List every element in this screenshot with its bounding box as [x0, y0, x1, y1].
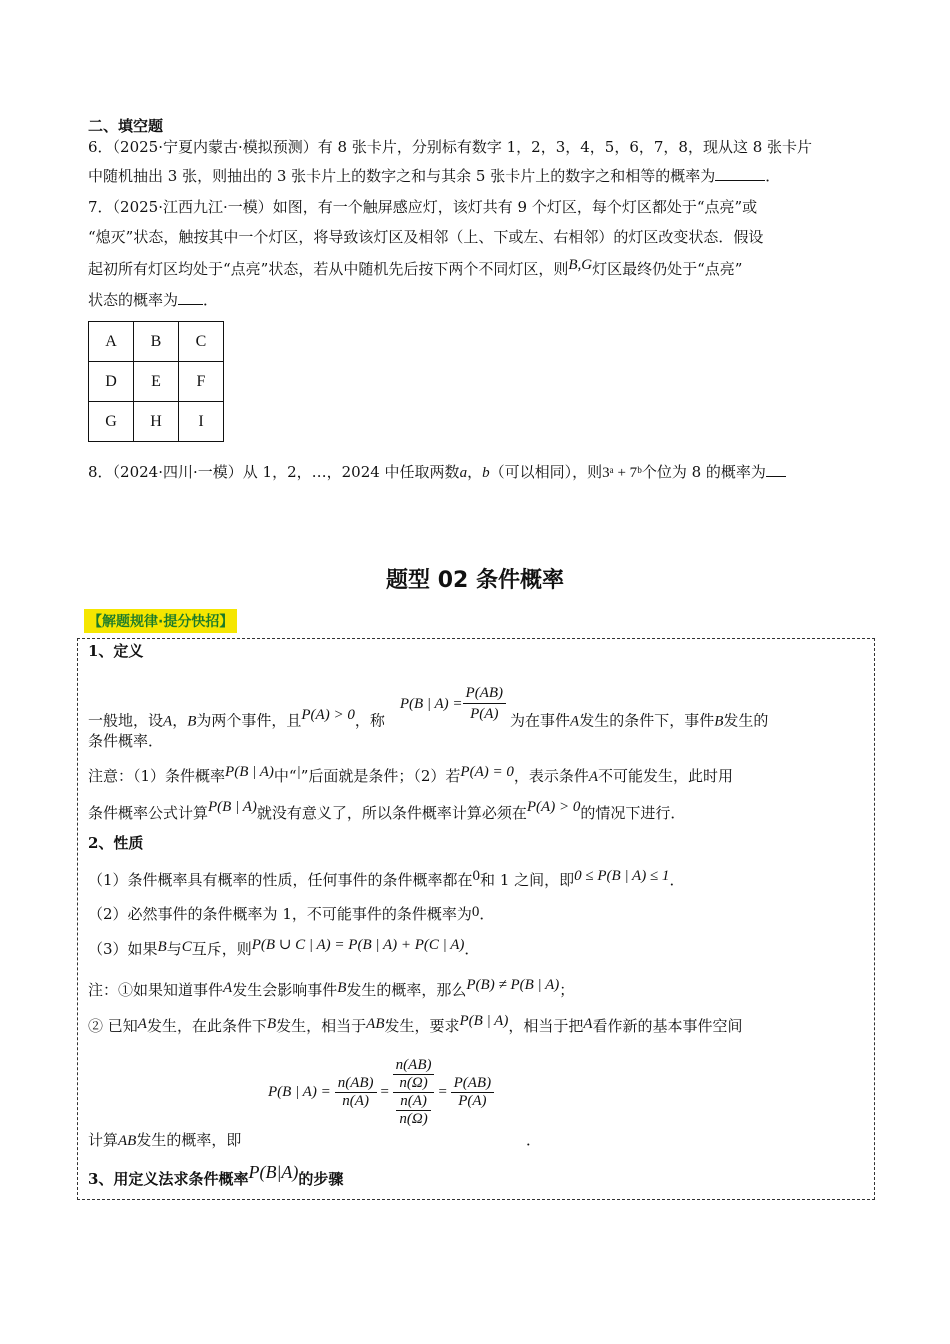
- note1-math-1: P(B | A): [225, 764, 274, 780]
- def-A: A: [163, 713, 173, 730]
- formula-frac-2: [393, 1057, 435, 1128]
- formula-eq-1: =: [379, 1083, 390, 1100]
- q7-line4: [88, 290, 218, 310]
- note2-math-2: P(A) > 0: [526, 799, 581, 815]
- conditional-formula: [268, 1044, 494, 1140]
- n2-text-b: 发生，在此条件下: [146, 1017, 267, 1035]
- note1-math-2: P(A) = 0: [460, 764, 514, 780]
- note1-line: [88, 766, 733, 787]
- definition-line: [88, 685, 769, 742]
- q8-var-a: a: [459, 465, 468, 481]
- def-text-b: 为两个事件，且: [196, 711, 302, 730]
- q7-math-bg: B,G: [568, 257, 593, 273]
- grid-row: [89, 362, 224, 402]
- q7-line3-text-a: 起初所有灯区均处于“点亮”状态，若从中随机先后按下两个不同灯区，则: [88, 260, 569, 278]
- calc-text-a: 计算: [88, 1131, 119, 1149]
- note1-text-d: ，表示条件: [513, 767, 589, 785]
- p3-B: B: [157, 939, 167, 955]
- n2-text-a: ② 已知: [88, 1017, 138, 1035]
- h3-math: P(B|A): [248, 1162, 299, 1182]
- tips-tag: 【解题规律·提分快招】: [84, 609, 237, 633]
- note2-line: [88, 799, 686, 824]
- formula-d2a: n(A): [396, 1093, 430, 1111]
- formula-frac-2a: [393, 1057, 435, 1092]
- def-B: B: [187, 713, 197, 730]
- n1-text-b: 发生会影响事件: [232, 981, 338, 999]
- p3-text-c: 互斥，则: [191, 940, 252, 958]
- property-1: [88, 870, 684, 891]
- formula-d3: P(A): [458, 1092, 487, 1109]
- grid-cell-d: D: [89, 362, 134, 402]
- def-B2: B: [714, 713, 724, 730]
- n1-B: B: [337, 980, 347, 996]
- box-heading-2: 2、性质: [88, 834, 144, 852]
- n2-text-e: ，相当于把: [508, 1017, 584, 1035]
- q8-sep: ，: [467, 463, 483, 481]
- grid-row: [89, 322, 224, 362]
- q7-line2: “熄灭”状态，触按其中一个灯区，将导致该灯区及相邻（上、下或左、右相邻）的灯区改变状态．假设: [88, 228, 764, 246]
- p3-end: ．: [464, 940, 480, 958]
- n2-B: B: [266, 1016, 277, 1032]
- calc-end: ．: [526, 1131, 542, 1149]
- def-text-e: 发生的条件下，事件: [579, 711, 715, 730]
- calc-line: [88, 1130, 241, 1151]
- n2-math: P(B | A): [459, 1013, 509, 1029]
- n1-end: ；: [559, 981, 575, 999]
- grid-row: [89, 402, 224, 442]
- grid-cell-f: F: [179, 362, 224, 402]
- def-text-d: 为在事件: [510, 711, 571, 730]
- note1-bar: |: [296, 764, 301, 780]
- def-sep: ，: [172, 711, 188, 730]
- property-2: [88, 904, 494, 925]
- formula-d1: n(A): [342, 1092, 369, 1109]
- p2-zero: 0: [471, 904, 480, 920]
- definition-line-2: 条件概率．: [88, 732, 164, 750]
- grid-cell-h: H: [134, 402, 179, 442]
- p3-C: C: [181, 939, 192, 955]
- property-3: [88, 939, 479, 960]
- note2-text-a: 条件概率公式计算: [88, 804, 209, 822]
- q6-line1: 6．（2025·宁夏内蒙古·模拟预测）有 8 张卡片，分别标有数字 1，2，3，4，5，6，7，8，现从这 8 张卡片: [88, 138, 813, 156]
- formula-frac-2-num: [393, 1057, 435, 1093]
- def-frac-den: P(A): [470, 706, 499, 722]
- note1-text-a: 注意：（1）条件概率: [88, 767, 226, 785]
- p2-end: ．: [479, 905, 495, 923]
- q6-line2: [88, 166, 780, 186]
- answer-blank: [766, 462, 786, 477]
- def-fraction: [463, 683, 506, 724]
- grid-cell-g: G: [89, 402, 134, 442]
- n2-text-c: 发生，相当于: [276, 1017, 367, 1035]
- q7-line4-end: ．: [203, 291, 219, 309]
- formula-frac-1: [335, 1075, 377, 1110]
- q8-text-c: 个位为 8 的概率为: [641, 463, 766, 481]
- note2-text-b: 就没有意义了，所以条件概率计算必须在: [256, 804, 527, 822]
- q6-line2-end: ．: [765, 167, 781, 185]
- q7-line1: 7．（2025·江西九江·一模）如图，有一个触屏感应灯，该灯共有 9 个灯区，每个灯区都处于“点亮”或: [88, 198, 758, 216]
- grid-cell-i: I: [179, 402, 224, 442]
- answer-blank: [715, 166, 765, 181]
- def-text-a: 一般地，设: [88, 711, 164, 730]
- def-text-c: ，称: [354, 711, 385, 730]
- p1-text-a: （1）条件概率具有概率的性质，任何事件的条件概率都在: [88, 871, 473, 889]
- q8-text-a: 8．（2024·四川·一模）从 1，2，…，2024 中任取两数: [88, 463, 460, 481]
- grid-cell-c: C: [179, 322, 224, 362]
- n2-A2: A: [583, 1016, 593, 1032]
- formula-frac-2-den: [393, 1093, 435, 1128]
- p1-end: ．: [669, 871, 685, 889]
- p1-math: 0 ≤ P(B | A) ≤ 1: [574, 868, 670, 884]
- formula-eq-2: =: [437, 1083, 448, 1100]
- def-frac-num: P(AB): [463, 683, 506, 704]
- q8-expr: 3ᵃ + 7ᵇ: [602, 465, 642, 481]
- h3-text-b: 的步骤: [298, 1170, 344, 1188]
- q7-line3-text-b: 灯区最终仍处于“点亮”: [592, 260, 743, 278]
- q6-line2-text: 中随机抽出 3 张，则抽出的 3 张卡片上的数字之和与其余 5 张卡片上的数字之和相等的概率为: [88, 167, 716, 185]
- n1-math: P(B) ≠ P(B | A): [466, 977, 560, 993]
- p3-text-a: （3）如果: [88, 940, 158, 958]
- grid-cell-b: B: [134, 322, 179, 362]
- n1-text-a: 注：①如果知道事件: [88, 981, 224, 999]
- n2-text-d: 发生，要求: [384, 1017, 460, 1035]
- p2-text-a: （2）必然事件的条件概率为 1，不可能事件的条件概率为: [88, 905, 472, 923]
- n2-text-f: 看作新的基本事件空间: [592, 1017, 743, 1035]
- def-frac-lhs: P(B | A) =: [399, 695, 463, 712]
- section-heading: 二、填空题: [88, 117, 164, 135]
- remark-1: [88, 977, 575, 1001]
- q8-text-b: （可以相同），则: [489, 463, 603, 481]
- note2-math-1: P(B | A): [208, 799, 257, 815]
- note1-text-b: 中“: [273, 767, 297, 785]
- n1-A: A: [223, 980, 233, 996]
- grid-cell-a: A: [89, 322, 134, 362]
- formula-d2b: n(Ω): [399, 1110, 428, 1127]
- note1-text-c: ”后面就是条件；（2）若: [300, 767, 461, 785]
- h3-text-a: 3、用定义法求条件概率: [88, 1170, 249, 1188]
- remark-2: [88, 1013, 743, 1037]
- note2-text-c: 的情况下进行．: [580, 804, 686, 822]
- formula-n2b: n(Ω): [399, 1074, 428, 1091]
- n2-A: A: [137, 1016, 147, 1032]
- formula-n3: P(AB): [451, 1075, 494, 1093]
- light-grid: [88, 321, 224, 442]
- answer-blank: [178, 290, 203, 305]
- calc-AB: AB: [118, 1133, 137, 1149]
- note1-A: A: [588, 769, 599, 785]
- formula-n1: n(AB): [335, 1075, 377, 1093]
- q8-var-b: b: [482, 465, 490, 481]
- grid-cell-e: E: [134, 362, 179, 402]
- section-title: 题型 02 条件概率: [386, 568, 564, 593]
- formula-frac-3: [451, 1075, 494, 1110]
- def-cond: P(A) > 0: [301, 706, 355, 723]
- box-heading-1: 1、定义: [88, 642, 144, 660]
- p3-math: P(B ∪ C | A) = P(B | A) + P(C | A): [251, 937, 465, 953]
- def-text-f: 发生的: [723, 711, 769, 730]
- def-A2: A: [570, 713, 580, 730]
- note1-text-e: 不可能发生，此时用: [598, 767, 734, 785]
- formula-frac-2b: [396, 1093, 430, 1128]
- q7-line3: [88, 259, 742, 280]
- calc-text-b: 发生的概率，即: [136, 1131, 242, 1149]
- n2-AB: AB: [366, 1016, 385, 1032]
- formula-n2a: n(AB): [393, 1057, 435, 1075]
- box-heading-3: [88, 1162, 344, 1189]
- p1-zero: 0: [472, 868, 481, 884]
- formula-lhs: P(B | A) =: [268, 1083, 331, 1100]
- q7-line4-text: 状态的概率为: [88, 291, 179, 309]
- q8-line: [88, 462, 786, 483]
- n1-text-c: 发生的概率，那么: [346, 981, 467, 999]
- p3-text-b: 与: [166, 940, 182, 958]
- p1-text-b: 和 1 之间，即: [480, 871, 575, 889]
